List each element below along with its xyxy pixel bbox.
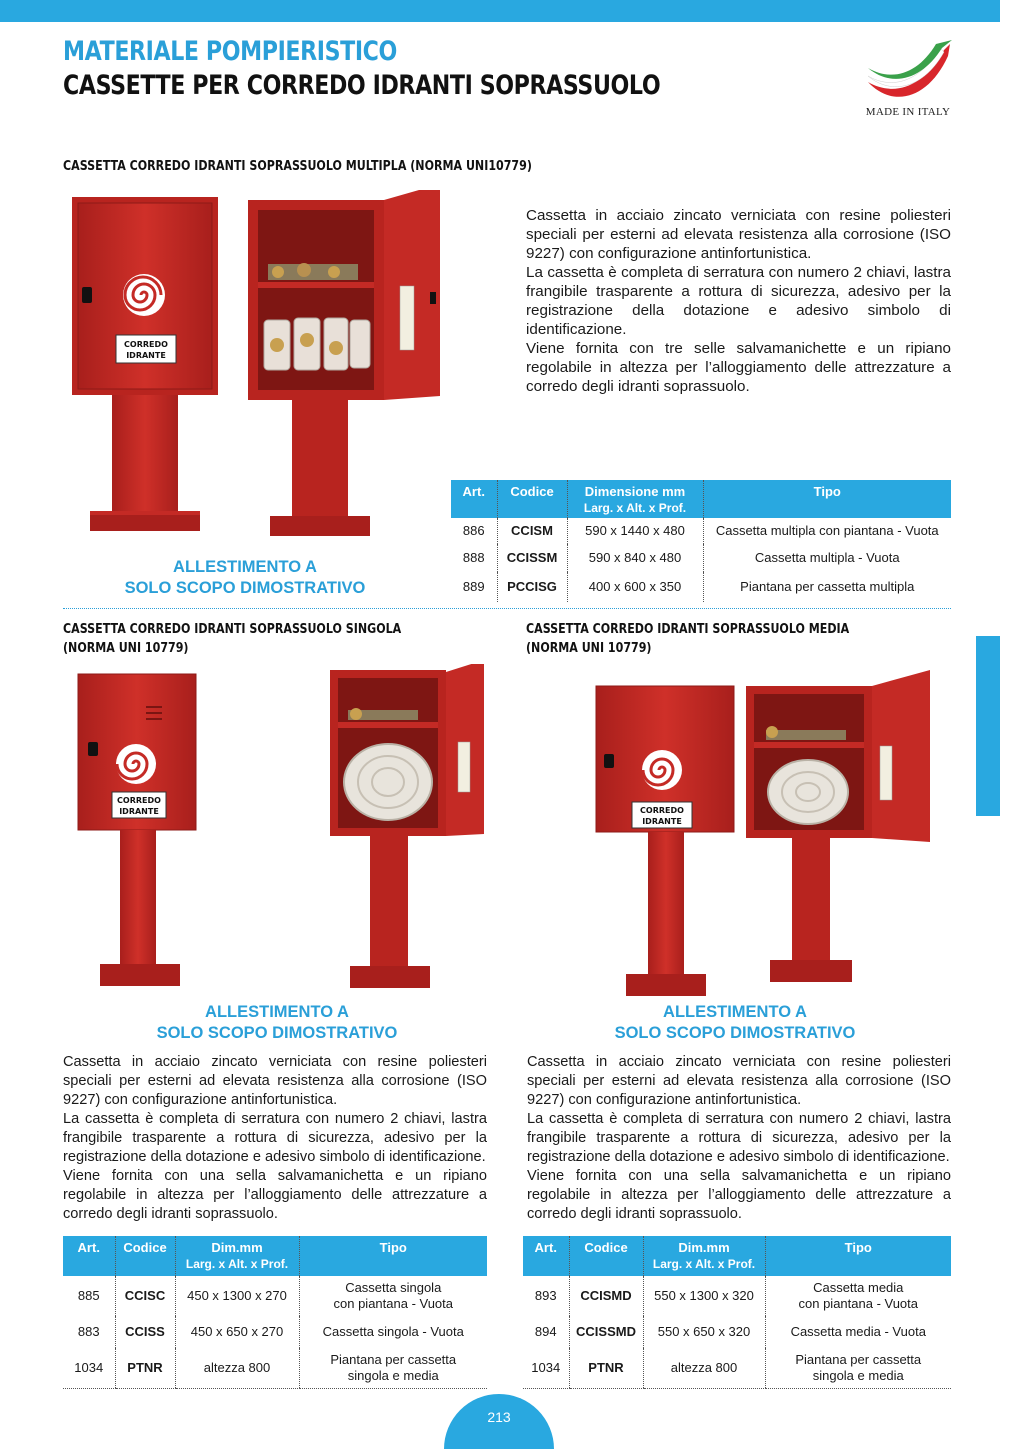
table-row: 886 CCISM 590 x 1440 x 480 Cassetta multipla con piantana - Vuota	[451, 518, 951, 544]
made-in-italy-logo	[862, 38, 954, 110]
page-title: CASSETTE PER CORREDO IDRANTI SOPRASSUOLO	[63, 70, 661, 101]
singola-spec-table: Art. Codice Dim.mm Larg. x Alt. x Prof. Tipo 885 CCISC 450 x 1300 x 270 Cassetta singola con piantana - Vuota 883 CCISS 450 x 650 x 270 Cassetta singola - Vuota 1034 PTNR altezza 800 Piantana per cassetta singola e media	[63, 1236, 487, 1389]
page-number: 213	[487, 1409, 511, 1425]
multipla-desc-p1: Cassetta in acciaio zincato verniciata con resine poliesteri speciali per esterni ad elevata resistenza alla corrosione (ISO 9227) con configurazione antinfortunistica.	[526, 207, 951, 262]
svg-text:CORREDO: CORREDO	[640, 806, 684, 815]
multipla-desc-p3: Viene fornita con tre selle salvamanichette e un ripiano regolabile in altezza per l’alloggiamento delle attrezzature a corredo degli idranti soprassuolo.	[526, 340, 951, 395]
media-spec-table: Art. Codice Dim.mm Larg. x Alt. x Prof. Tipo 893 CCISMD 550 x 1300 x 320 Cassetta media con piantana - Vuota 894 CCISSMD 550 x 650 x 320 Cassetta media - Vuota 1034 PTNR altezza 800 Piantana per cassetta singola e media	[523, 1236, 951, 1389]
page-number-badge	[444, 1394, 554, 1449]
multipla-heading: CASSETTA CORREDO IDRANTI SOPRASSUOLO MULTIPLA (NORMA UNI10779)	[63, 158, 532, 174]
col-header-tipo: Tipo	[703, 480, 951, 518]
media-demo-note: ALLESTIMENTO A SOLO SCOPO DIMOSTRATIVO	[614, 1003, 856, 1042]
col-header-codice: Codice	[497, 480, 567, 518]
singola-heading: CASSETTA CORREDO IDRANTI SOPRASSUOLO SINGOLA (NORMA UNI 10779)	[63, 621, 402, 656]
multipla-open-cabinet-image	[244, 190, 444, 545]
svg-text:IDRANTE: IDRANTE	[126, 351, 166, 360]
singola-demo-note: ALLESTIMENTO A SOLO SCOPO DIMOSTRATIVO	[156, 1003, 398, 1042]
svg-text:IDRANTE: IDRANTE	[642, 817, 682, 826]
section-divider	[63, 608, 951, 609]
multipla-closed-cabinet-image	[70, 195, 222, 545]
media-closed-cabinet-image	[594, 684, 738, 1000]
singola-description: Cassetta in acciaio zincato verniciata con resine poliesteri speciali per esterni ad elevata resistenza alla corrosione (ISO 9227) con configurazione antinfortunistica. La cassetta è completa di serratura con numero 2 chiavi, lastra frangibile trasparente a rottura di sicurezza, adesivo per la registrazione della dotazione e adesivo simbolo di identificazione. Viene fornita con una sella salvamanichetta e un ripiano regolabile in altezza per l’alloggiamento delle attrezzature a corredo degli idranti soprassuolo.	[63, 1054, 487, 1222]
table-row: 1034 PTNR altezza 800 Piantana per cassetta singola e media	[523, 1348, 951, 1388]
table-row: 894 CCISSMD 550 x 650 x 320 Cassetta media - Vuota	[523, 1316, 951, 1348]
multipla-demo-note: ALLESTIMENTO A SOLO SCOPO DIMOSTRATIVO	[124, 558, 366, 597]
table-row: 883 CCISS 450 x 650 x 270 Cassetta singola - Vuota	[63, 1316, 487, 1348]
multipla-spec-table	[451, 480, 951, 602]
multipla-desc-p2: La cassetta è completa di serratura con numero 2 chiavi, lastra frangibile trasparente a rottura di sicurezza, adesivo per la registrazione della dotazione e adesivo simbolo di identificazione.	[526, 264, 951, 338]
page-category-title: MATERIALE POMPIERISTICO	[63, 36, 397, 67]
col-header-dimension: Dimensione mm Larg. x Alt. x Prof.	[567, 480, 703, 518]
side-accent-tab	[976, 636, 1000, 816]
svg-text:IDRANTE: IDRANTE	[119, 807, 159, 816]
top-accent-bar	[0, 0, 1000, 22]
table-row: 1034 PTNR altezza 800 Piantana per cassetta singola e media	[63, 1348, 487, 1388]
singola-open-cabinet-image	[326, 664, 490, 994]
table-row: 888 CCISSM 590 x 840 x 480 Cassetta multipla - Vuota	[451, 544, 951, 572]
media-description: Cassetta in acciaio zincato verniciata con resine poliesteri speciali per esterni ad elevata resistenza alla corrosione (ISO 9227) con configurazione antinfortunistica. La cassetta è completa di serratura con numero 2 chiavi, lastra frangibile trasparente a rottura di sicurezza, adesivo per la registrazione della dotazione e adesivo simbolo di identificazione. Viene fornita con una sella salvamanichetta e un ripiano regolabile in altezza per l’alloggiamento delle attrezzature a corredo degli idranti soprassuolo.	[527, 1054, 951, 1222]
col-header-art: Art.	[451, 480, 497, 518]
singola-closed-cabinet-image	[76, 672, 200, 992]
table-row: 893 CCISMD 550 x 1300 x 320 Cassetta media con piantana - Vuota	[523, 1276, 951, 1316]
multipla-description	[526, 206, 951, 396]
svg-text:CORREDO: CORREDO	[124, 340, 168, 349]
media-open-cabinet-image	[742, 666, 936, 1000]
media-heading: CASSETTA CORREDO IDRANTI SOPRASSUOLO MEDIA (NORMA UNI 10779)	[526, 621, 850, 656]
made-in-italy-label: MADE IN ITALY	[865, 106, 951, 118]
svg-text:CORREDO: CORREDO	[117, 796, 161, 805]
table-row: 889 PCCISG 400 x 600 x 350 Piantana per cassetta multipla	[451, 572, 951, 602]
table-row: 885 CCISC 450 x 1300 x 270 Cassetta singola con piantana - Vuota	[63, 1276, 487, 1316]
